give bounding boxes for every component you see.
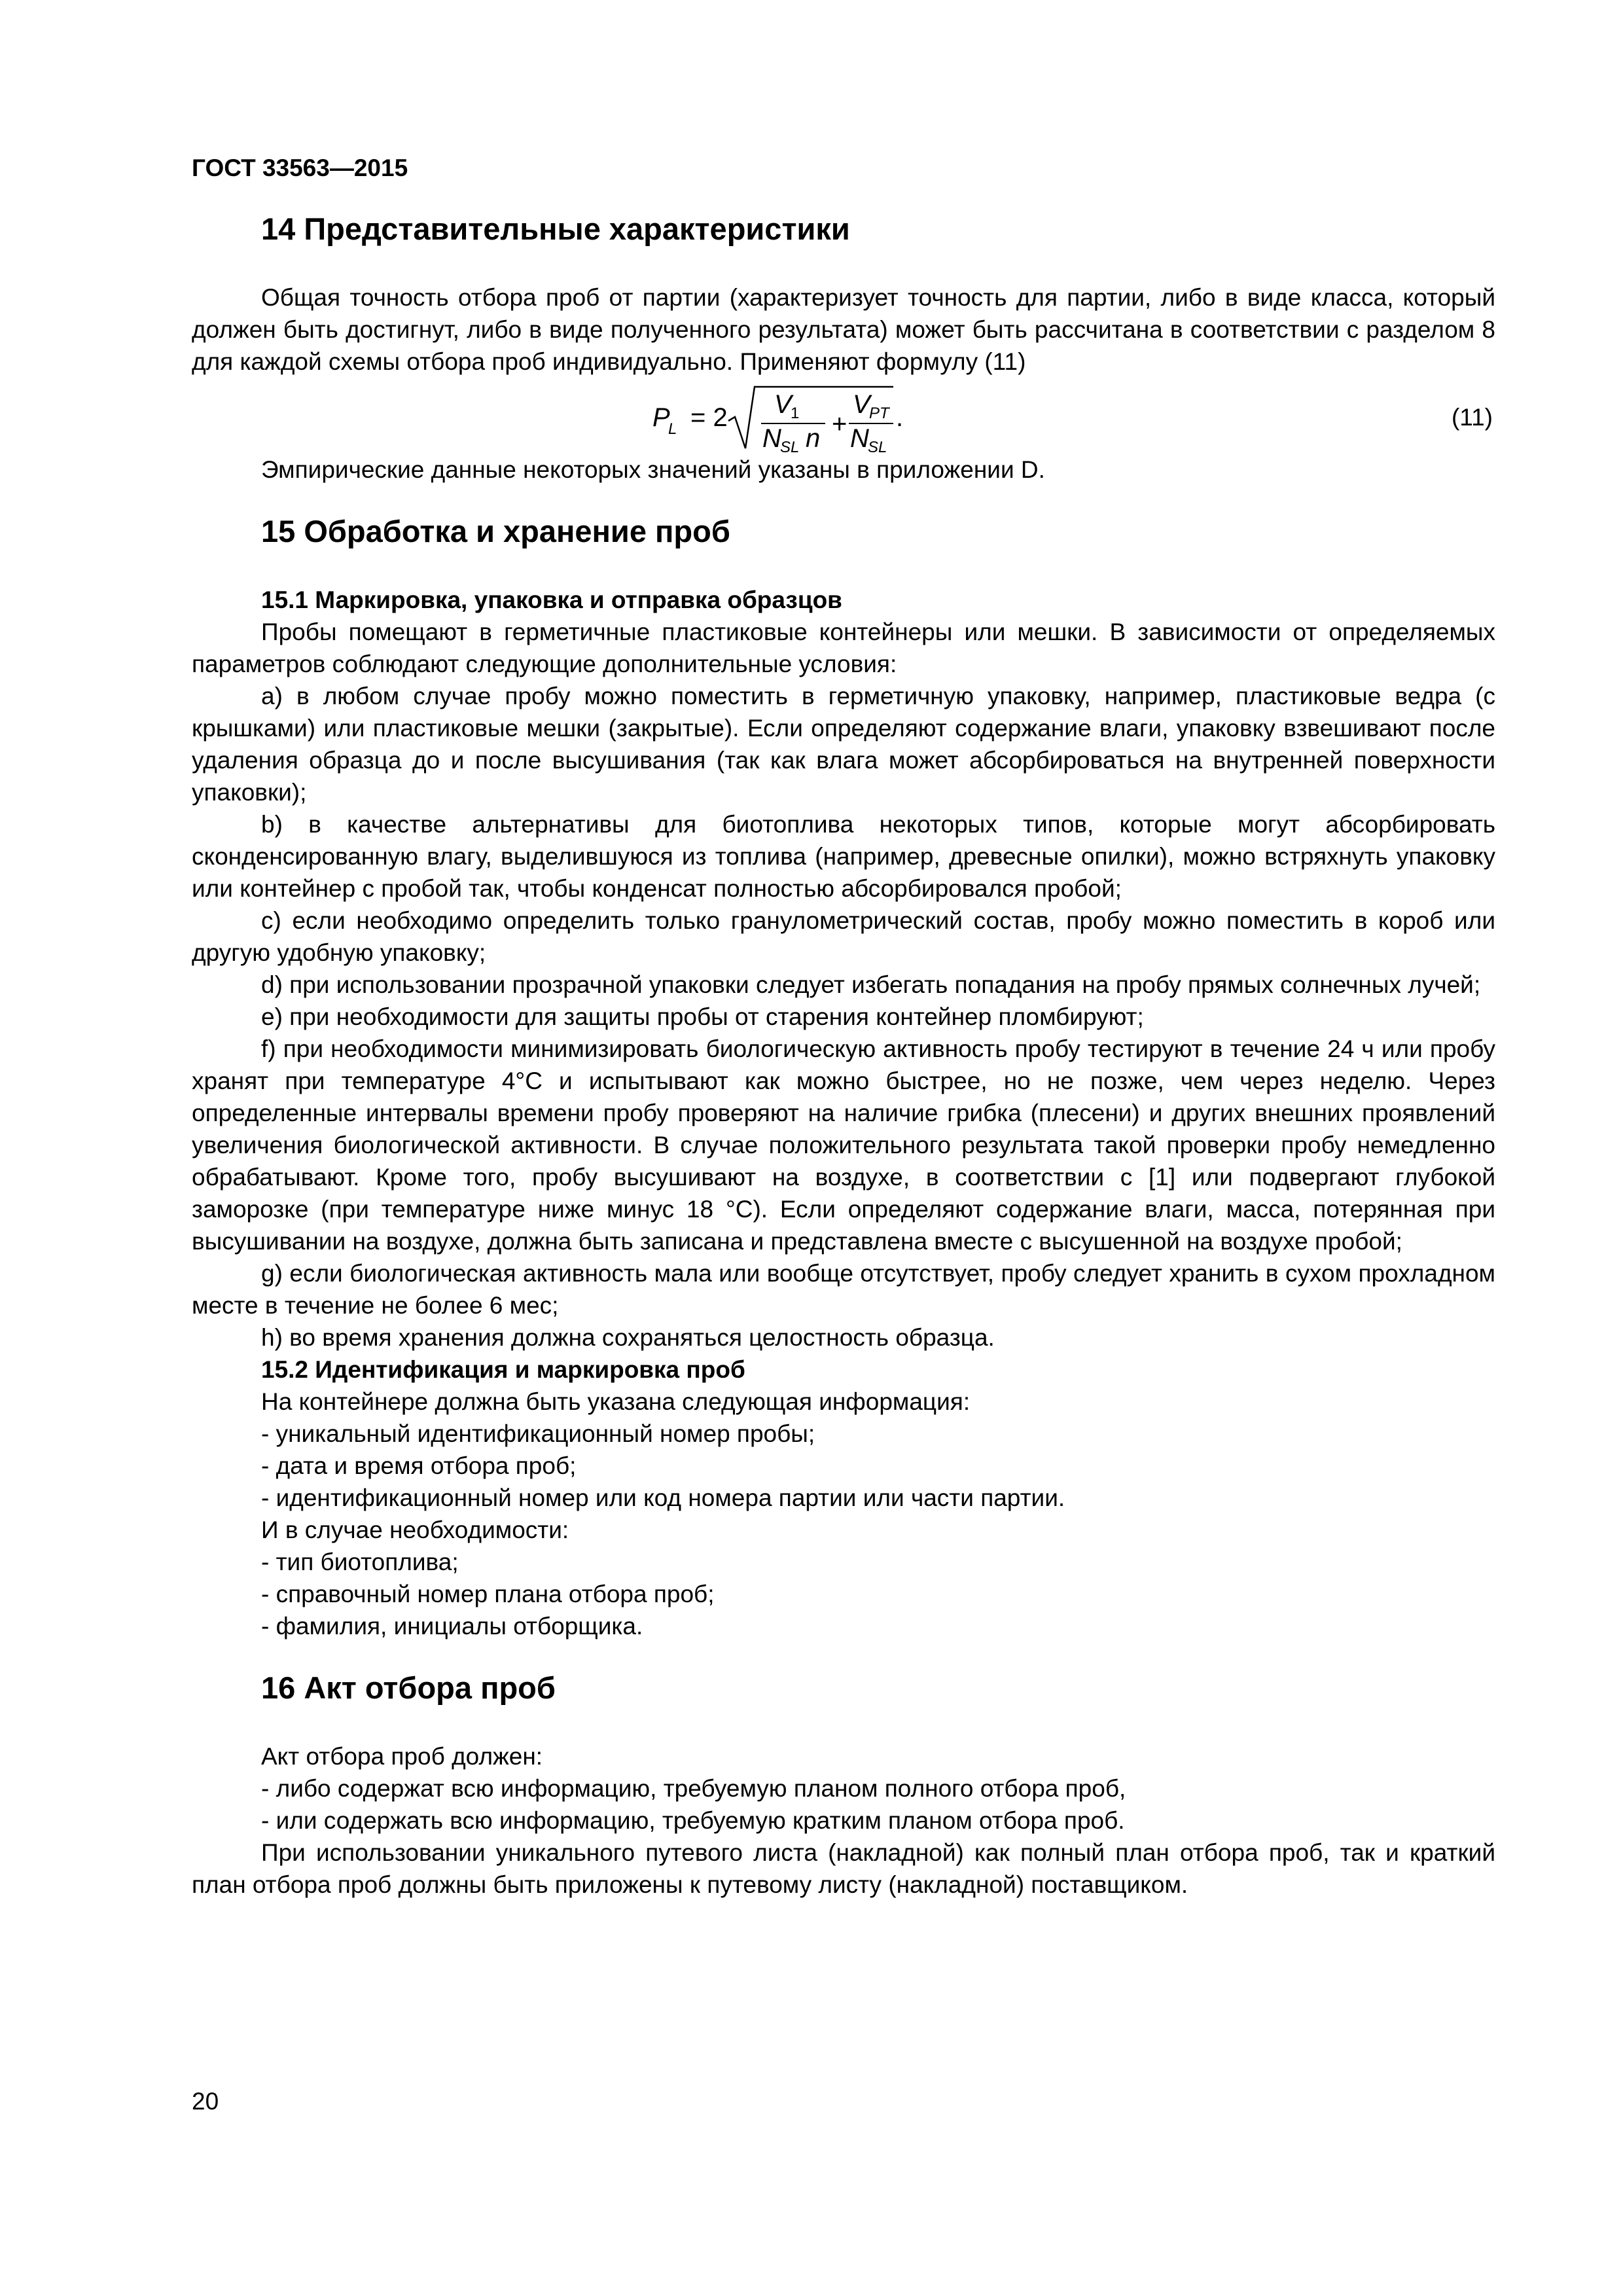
section-14-note: Эмпирические данные некоторых значений указаны в приложении D. [261,456,1045,483]
list-item: - фамилия, инициалы отборщика. [261,1613,643,1640]
subsection-15-2-intro: На контейнере должна быть указана следующая информация: [261,1388,971,1415]
formula-den2-sub: SL [868,439,887,454]
formula-num1: V [774,390,792,419]
list-item-h: h) во время хранения должна сохраняться целостность образца. [261,1324,995,1351]
list-item: - тип биотоплива; [261,1549,459,1575]
page-content [192,209,1495,1901]
section-16-paragraph: При использовании уникального путевого листа (накладной) как полный план отбора проб, так и краткий план отбора проб должны быть приложены к путевому листу (накладной) поставщиком. [192,1839,1495,1898]
formula-graphic [650,382,1043,454]
formula-lhs-sub: L [668,420,677,438]
section-16-title: 16 Акт отбора проб [261,1670,556,1705]
section-14-title: 14 Представительные характеристики [261,211,850,246]
list-item: - идентификационный номер или код номера партии или части партии. [261,1484,1065,1511]
list-item-d: d) при использовании прозрачной упаковки следует избегать попадания на пробу прямых солнечных лучей; [261,971,1481,998]
subsection-15-1-title: 15.1 Маркировка, упаковка и отправка образцов [261,586,842,613]
list-item-a: a) в любом случае пробу можно поместить в герметичную упаковку, например, пластиковые ведра (с крышками) или пластиковые мешки (закрытые). Если определяют содержание влаги, упаковку взвешивают после удаления образца до и после высушивания (так как влага может абсорбироваться на внутренней поверхности упаковки); [192,683,1495,806]
list-item-b: b) в качестве альтернативы для биотоплива некоторых типов, которые могут абсорбировать сконденсированную влагу, выделившуюся из топлива (например, древесные опилки), можно встряхнуть упаковку или контейнер с пробой так, чтобы конденсат полностью абсорбировался пробой; [192,811,1495,902]
subsection-15-1-intro: Пробы помещают в герметичные пластиковые контейнеры или мешки. В зависимости от определяемых параметров соблюдают следующие дополнительные условия: [192,619,1495,677]
formula-num1-sub: 1 [791,404,800,422]
formula-eq: = 2 [690,403,728,432]
section-14-paragraph: Общая точность отбора проб от партии (характеризует точность для партии, либо в виде класса, который должен быть достигнут, либо в виде полученного результата) может быть рассчитана в соответствии с разделом 8 для каждой схемы отбора проб индивидуально. Применяют формулу (11) [192,284,1495,375]
list-item-e: e) при необходимости для защиты пробы от старения контейнер пломбируют; [261,1003,1144,1030]
list-item-c: c) если необходимо определить только гранулометрический состав, пробу можно поместить в короб или другую удобную упаковку; [192,907,1495,966]
section-15-title: 15 Обработка и хранение проб [261,514,730,548]
formula-num2: V [853,390,870,419]
formula-den1: N [762,424,781,453]
formula-11 [192,382,1495,454]
formula-den2: N [850,424,869,453]
list-item-g: g) если биологическая активность мала или вообще отсутствует, пробу следует хранить в сухом прохладном месте в течение не более 6 мес; [192,1260,1495,1319]
formula-den1-sub: SL [780,439,800,454]
formula-plus: + [832,410,847,439]
formula-num2-sub: PT [869,404,889,422]
list-item: - дата и время отбора проб; [261,1452,577,1479]
page-number: 20 [192,2088,219,2115]
subsection-15-2-condition: И в случае необходимости: [261,1516,569,1543]
section-16-intro: Акт отбора проб должен: [261,1743,543,1770]
formula-den1-tail: n [806,424,821,453]
list-item: - уникальный идентификационный номер пробы; [261,1420,815,1447]
document-header: ГОСТ 33563—2015 [192,154,408,181]
equation-number: (11) [1451,404,1493,431]
formula-lhs: P [652,403,670,432]
formula-dot: . [896,403,904,432]
list-item: - либо содержат всю информацию, требуемую планом полного отбора проб, [261,1775,1126,1802]
list-item-f: f) при необходимости минимизировать биологическую активность пробу тестируют в течение 24 ч или пробу хранят при температуре 4°C и испытывают как можно быстрее, но не позже, чем через неделю. Через определенные интервалы времени пробу проверяют на наличие грибка (плесени) и других внешних проявлений увеличения биологической активности. В случае положительного результата такой проверки пробу немедленно обрабатывают. Кроме того, пробу высушивают на воздухе, в соответствии с [1] или подвергают глубокой заморозке (при температуре ниже минус 18 °C). Если определяют содержание влаги, масса, потерянная при высушивании на воздухе, должна быть записана и представлена вместе с высушенной на воздухе пробой; [192,1035,1495,1255]
subsection-15-2-title: 15.2 Идентификация и маркировка проб [261,1356,745,1383]
list-item: - или содержать всю информацию, требуемую кратким планом отбора проб. [261,1807,1125,1834]
list-item: - справочный номер плана отбора проб; [261,1581,715,1607]
